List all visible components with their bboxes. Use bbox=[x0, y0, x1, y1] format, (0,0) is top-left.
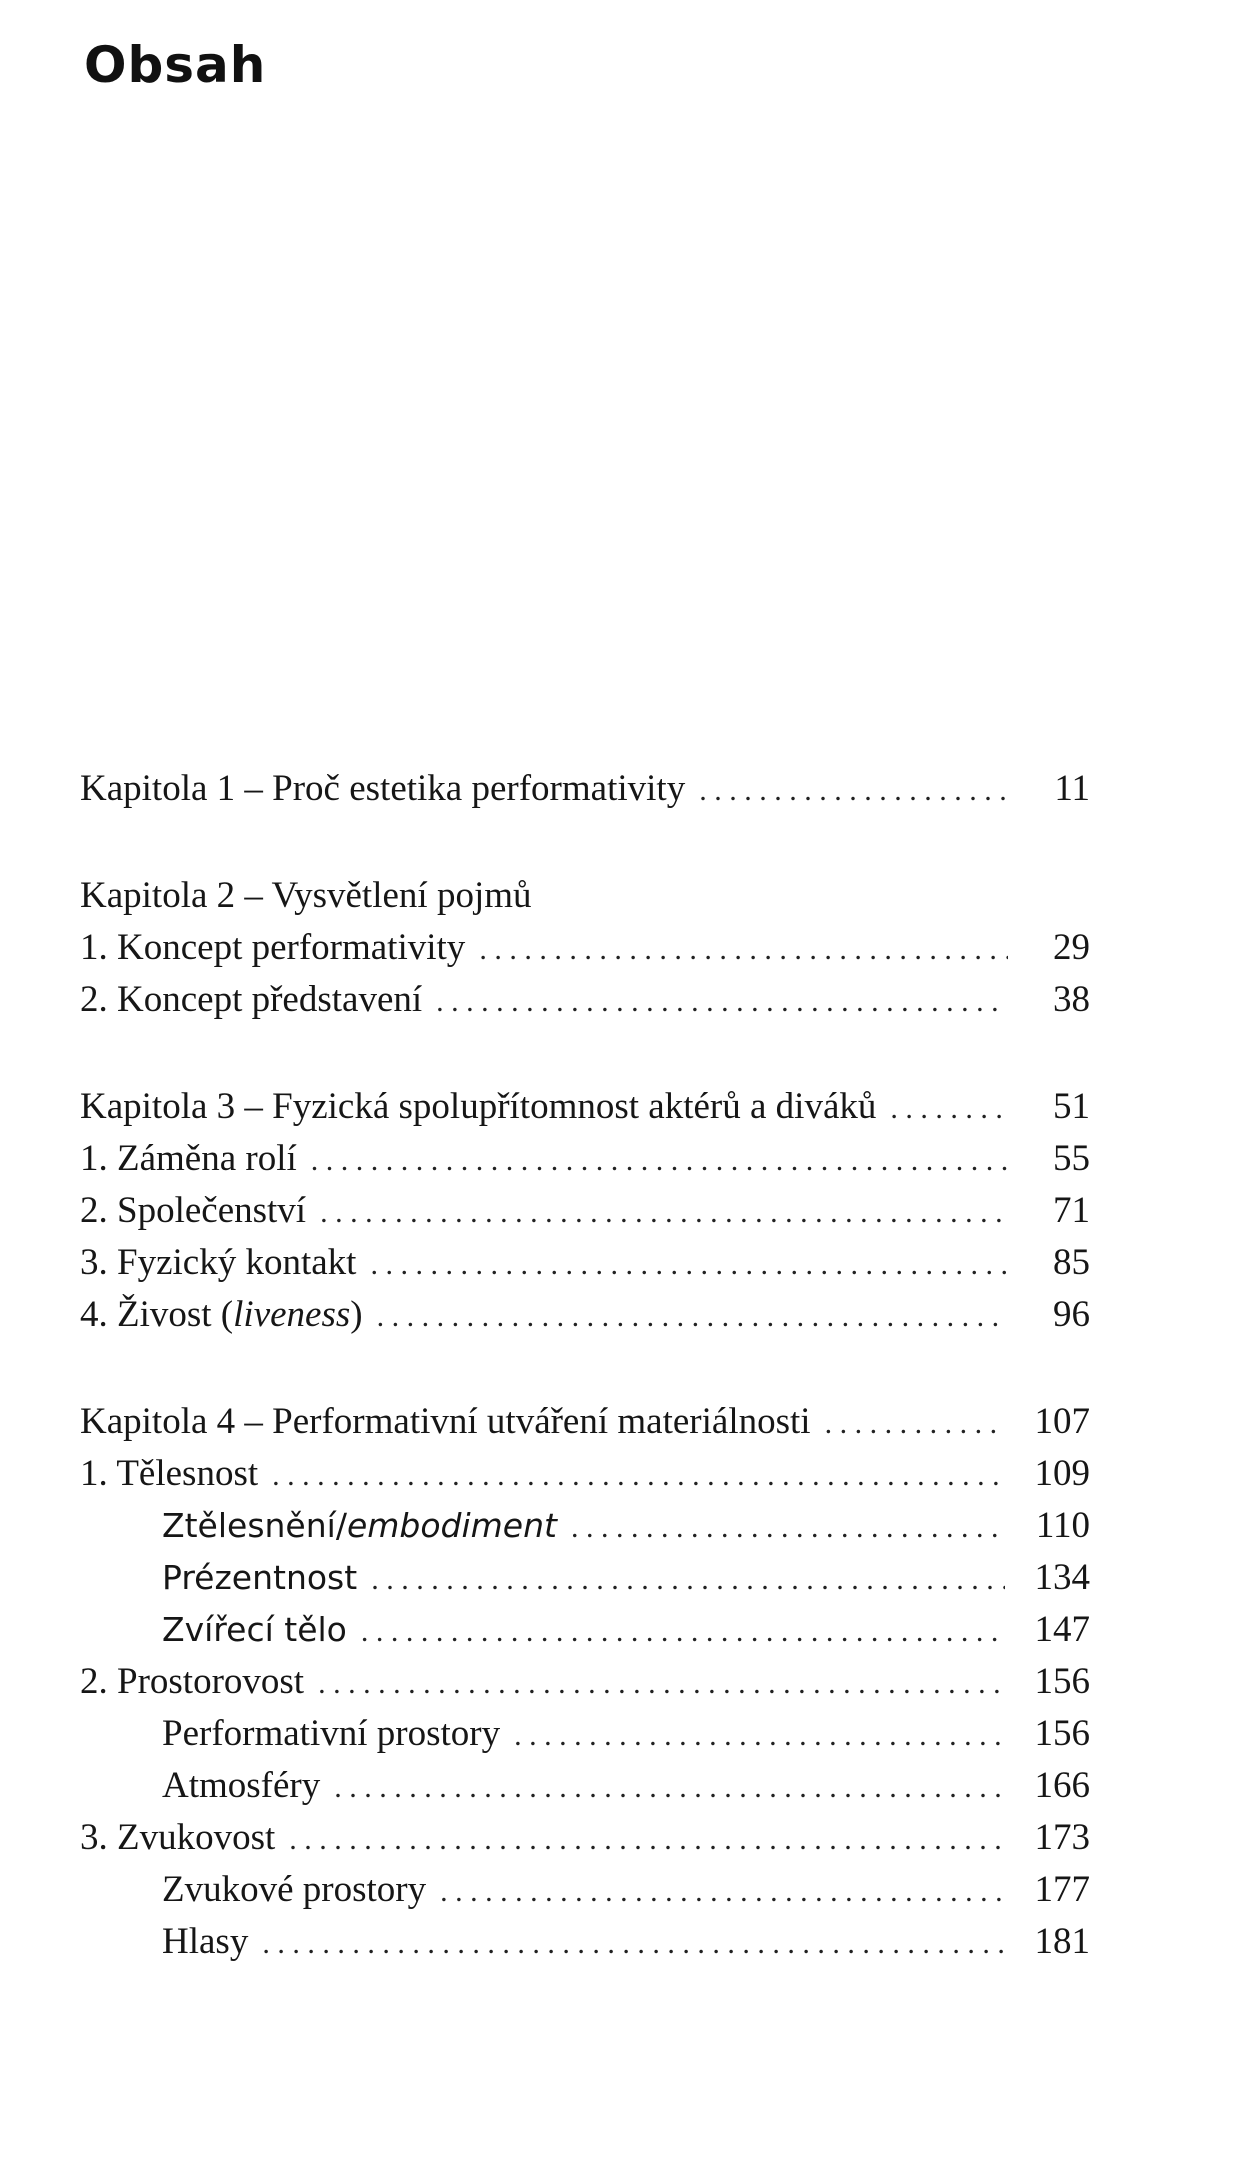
dot-leader bbox=[371, 1563, 1004, 1597]
toc-entry-label: Kapitola 4 – Performativní utváření materiálnosti bbox=[80, 1401, 811, 1442]
dot-leader bbox=[334, 1771, 1004, 1805]
dot-leader bbox=[699, 774, 1008, 808]
toc-entry-label: Performativní prostory bbox=[162, 1713, 501, 1754]
toc-page-number: 38 bbox=[1053, 979, 1090, 1020]
toc-entry bbox=[80, 1189, 1090, 1241]
toc-entry bbox=[80, 1293, 1090, 1345]
toc-entry bbox=[80, 1137, 1090, 1189]
toc-entry-label: Prézentnost bbox=[162, 1558, 358, 1597]
label-suffix: ) bbox=[350, 1294, 363, 1335]
toc-entry bbox=[80, 978, 1090, 1030]
toc-page-number: 29 bbox=[1053, 927, 1090, 968]
dot-leader bbox=[514, 1719, 1004, 1753]
toc-entry-label: Zvířecí tělo bbox=[162, 1610, 347, 1649]
toc-entry bbox=[80, 926, 1090, 978]
toc-entry bbox=[80, 1452, 1090, 1504]
dot-leader bbox=[825, 1407, 1005, 1441]
label-italic: liveness bbox=[233, 1294, 351, 1335]
toc-page-number: 85 bbox=[1053, 1242, 1090, 1283]
toc-entry-label: 3. Fyzický kontakt bbox=[80, 1242, 357, 1283]
toc-subentry bbox=[80, 1764, 1090, 1816]
toc-entry-label: Kapitola 3 – Fyzická spolupřítomnost aktérů a diváků bbox=[80, 1086, 877, 1127]
toc-page-number: 11 bbox=[1054, 768, 1090, 809]
dot-leader bbox=[571, 1511, 1006, 1545]
dot-leader bbox=[311, 1144, 1008, 1178]
toc-entry-label: 1. Záměna rolí bbox=[80, 1138, 297, 1179]
toc-entry-label: 2. Koncept představení bbox=[80, 979, 423, 1020]
dot-leader bbox=[436, 985, 1008, 1019]
toc-entry-chapter-4 bbox=[80, 1400, 1090, 1452]
toc-entry bbox=[80, 1660, 1090, 1712]
dot-leader bbox=[377, 1300, 1008, 1334]
toc-subentry bbox=[80, 1504, 1090, 1556]
toc-page-number: 110 bbox=[1035, 1505, 1090, 1546]
toc-subentry bbox=[80, 1868, 1090, 1920]
toc-entry-label: 1. Tělesnost bbox=[80, 1453, 259, 1494]
toc-entry-label: Kapitola 2 – Vysvětlení pojmů bbox=[80, 875, 532, 916]
dot-leader bbox=[479, 933, 1008, 967]
toc-subentry bbox=[80, 1608, 1090, 1660]
toc-entry-chapter-1 bbox=[80, 767, 1090, 819]
toc-page-number: 177 bbox=[1034, 1869, 1090, 1910]
toc-page-number: 71 bbox=[1053, 1190, 1090, 1231]
toc-entry bbox=[80, 1241, 1090, 1293]
toc-page-number: 109 bbox=[1034, 1453, 1090, 1494]
dot-leader bbox=[289, 1823, 1004, 1857]
dot-leader bbox=[320, 1196, 1008, 1230]
toc-page-number: 51 bbox=[1053, 1086, 1090, 1127]
toc-page-number: 156 bbox=[1034, 1713, 1090, 1754]
toc-entry-label bbox=[162, 1506, 557, 1545]
toc-page-number: 156 bbox=[1034, 1661, 1090, 1702]
toc-entry-label: Hlasy bbox=[162, 1921, 249, 1962]
toc-entry-label: 1. Koncept performativity bbox=[80, 927, 466, 968]
toc-page-number: 55 bbox=[1053, 1138, 1090, 1179]
page-title: Obsah bbox=[84, 36, 267, 94]
toc-entry-label: 3. Zvukovost bbox=[80, 1817, 276, 1858]
toc-entry-label: 2. Prostorovost bbox=[80, 1661, 305, 1702]
dot-leader bbox=[370, 1248, 1008, 1282]
table-of-contents bbox=[80, 0, 1090, 2176]
toc-entry-label: Atmosféry bbox=[162, 1765, 321, 1806]
toc-page-number: 181 bbox=[1034, 1921, 1090, 1962]
dot-leader bbox=[361, 1615, 1005, 1649]
toc-entry-label: Zvukové prostory bbox=[162, 1869, 427, 1910]
toc-entry-chapter-2 bbox=[80, 874, 1090, 926]
toc-page-number: 166 bbox=[1034, 1765, 1090, 1806]
toc-entry-chapter-3 bbox=[80, 1085, 1090, 1137]
dot-leader bbox=[262, 1927, 1004, 1961]
toc-entry-label: Kapitola 1 – Proč estetika performativity bbox=[80, 768, 686, 809]
label-prefix: 4. Živost ( bbox=[80, 1294, 234, 1335]
toc-subentry bbox=[80, 1712, 1090, 1764]
toc-page-number: 147 bbox=[1034, 1609, 1090, 1650]
toc-subentry bbox=[80, 1920, 1090, 1972]
dot-leader bbox=[318, 1667, 1004, 1701]
toc-page-number: 96 bbox=[1053, 1294, 1090, 1335]
dot-leader bbox=[890, 1092, 1008, 1126]
toc-entry-label: 2. Společenství bbox=[80, 1190, 307, 1231]
dot-leader bbox=[440, 1875, 1004, 1909]
toc-page-number: 134 bbox=[1034, 1557, 1090, 1598]
label-italic: embodiment bbox=[346, 1506, 557, 1545]
toc-entry bbox=[80, 1816, 1090, 1868]
toc-page-number: 107 bbox=[1034, 1401, 1090, 1442]
toc-entry-label bbox=[80, 1293, 363, 1336]
toc-subentry bbox=[80, 1556, 1090, 1608]
dot-leader bbox=[272, 1459, 1004, 1493]
label-prefix: Ztělesnění/ bbox=[162, 1506, 347, 1545]
toc-page-number: 173 bbox=[1034, 1817, 1090, 1858]
